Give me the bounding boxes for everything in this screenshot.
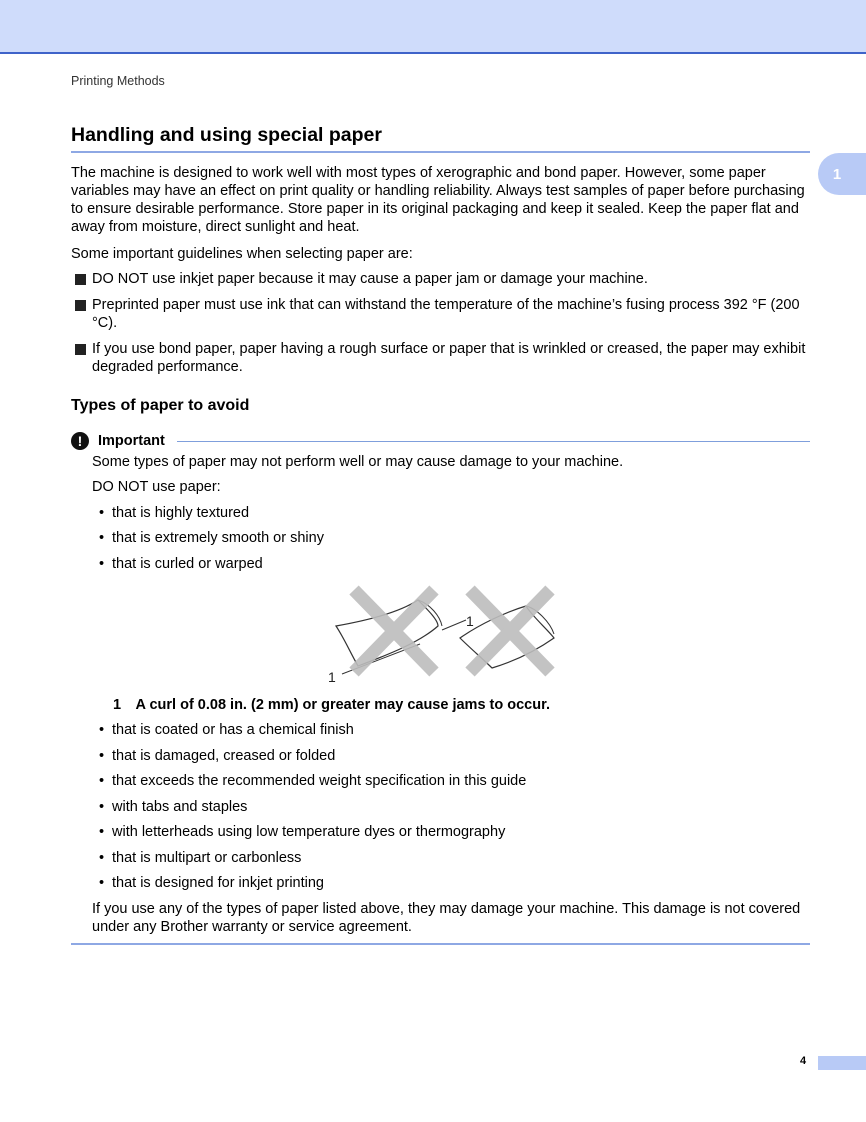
list-item-text: that is multipart or carbonless bbox=[112, 850, 302, 866]
important-bottom-rule bbox=[71, 943, 810, 945]
important-rule bbox=[177, 441, 810, 442]
closing-paragraph: If you use any of the types of paper listed above, they may damage your machine. This damage is not covered under any Brother warranty or service agreement. bbox=[92, 901, 801, 935]
list-item bbox=[99, 874, 324, 892]
bullet-dot-icon: • bbox=[99, 530, 105, 546]
page-number: 4 bbox=[800, 1055, 807, 1067]
caption-number: 1 bbox=[113, 697, 122, 713]
list-item-text: that is designed for inkjet printing bbox=[112, 875, 324, 891]
guidelines-lead: Some important guidelines when selecting paper are: bbox=[71, 246, 413, 262]
list-item bbox=[99, 721, 354, 739]
list-item-text: with tabs and staples bbox=[112, 799, 248, 815]
guideline-item bbox=[75, 270, 815, 288]
guideline-item bbox=[75, 296, 815, 332]
bullet-dot-icon: • bbox=[99, 875, 105, 891]
guideline-text: Preprinted paper must use ink that can withstand the temperature of the machine’s fusing process 392 °F (200 °C). bbox=[92, 297, 800, 331]
bullet-dot-icon: • bbox=[99, 722, 105, 738]
page-tab bbox=[818, 1056, 866, 1070]
list-item bbox=[99, 823, 505, 841]
important-text: Some types of paper may not perform well or may cause damage to your machine. bbox=[92, 454, 624, 470]
section-title-rule bbox=[71, 151, 810, 153]
bullet-dot-icon: • bbox=[99, 799, 105, 815]
guideline-item bbox=[75, 340, 815, 376]
bullet-dot-icon: • bbox=[99, 773, 105, 789]
list-item bbox=[99, 747, 335, 765]
list-item-text: that exceeds the recommended weight specification in this guide bbox=[112, 773, 527, 789]
list-item bbox=[99, 849, 301, 867]
list-item-text: that is damaged, creased or folded bbox=[112, 748, 336, 764]
chapter-tab: 1 bbox=[818, 153, 866, 195]
list-item bbox=[99, 798, 247, 816]
bullet-dot-icon: • bbox=[99, 824, 105, 840]
list-item-text: that is highly textured bbox=[112, 505, 250, 521]
list-item bbox=[99, 555, 263, 573]
bullet-dot-icon: • bbox=[99, 748, 105, 764]
list-item bbox=[99, 772, 526, 790]
bullet-dot-icon: • bbox=[99, 556, 105, 572]
figure-caption bbox=[113, 696, 550, 714]
bullet-dot-icon: • bbox=[99, 505, 105, 521]
subsection-title: Types of paper to avoid bbox=[71, 397, 250, 414]
list-item-text: that is curled or warped bbox=[112, 556, 263, 572]
guideline-text: If you use bond paper, paper having a rough surface or paper that is wrinkled or creased, the paper may exhibit degraded performance. bbox=[92, 341, 806, 375]
do-not-lead: DO NOT use paper: bbox=[92, 479, 221, 495]
list-item bbox=[99, 529, 324, 547]
list-item-text: that is coated or has a chemical finish bbox=[112, 722, 354, 738]
exclamation-icon: ! bbox=[71, 432, 89, 450]
figure-callout: 1 bbox=[328, 669, 336, 685]
square-bullet-icon bbox=[75, 274, 86, 285]
intro-paragraph: The machine is designed to work well with most types of xerographic and bond paper. However, some paper variables may have an effect on print quality or handling reliability. Always test samples of paper before purchasing to ensure desirable performance. Store paper in its original packaging and keep it sealed. Keep the paper flat and away from moisture, direct sunlight and heat. bbox=[71, 165, 805, 235]
running-header: Printing Methods bbox=[71, 74, 165, 88]
top-banner bbox=[0, 0, 866, 54]
guideline-text: DO NOT use inkjet paper because it may cause a paper jam or damage your machine. bbox=[92, 271, 648, 287]
list-item bbox=[99, 504, 249, 522]
list-item-text: that is extremely smooth or shiny bbox=[112, 530, 324, 546]
important-label: Important bbox=[98, 433, 165, 449]
section-title: Handling and using special paper bbox=[71, 124, 382, 146]
important-header bbox=[71, 430, 810, 452]
square-bullet-icon bbox=[75, 300, 86, 311]
square-bullet-icon bbox=[75, 344, 86, 355]
bullet-dot-icon: • bbox=[99, 850, 105, 866]
curled-paper-illustration bbox=[320, 582, 560, 686]
caption-text: A curl of 0.08 in. (2 mm) or greater may cause jams to occur. bbox=[135, 697, 550, 713]
figure-callout: 1 bbox=[466, 613, 474, 629]
list-item-text: with letterheads using low temperature dyes or thermography bbox=[112, 824, 506, 840]
